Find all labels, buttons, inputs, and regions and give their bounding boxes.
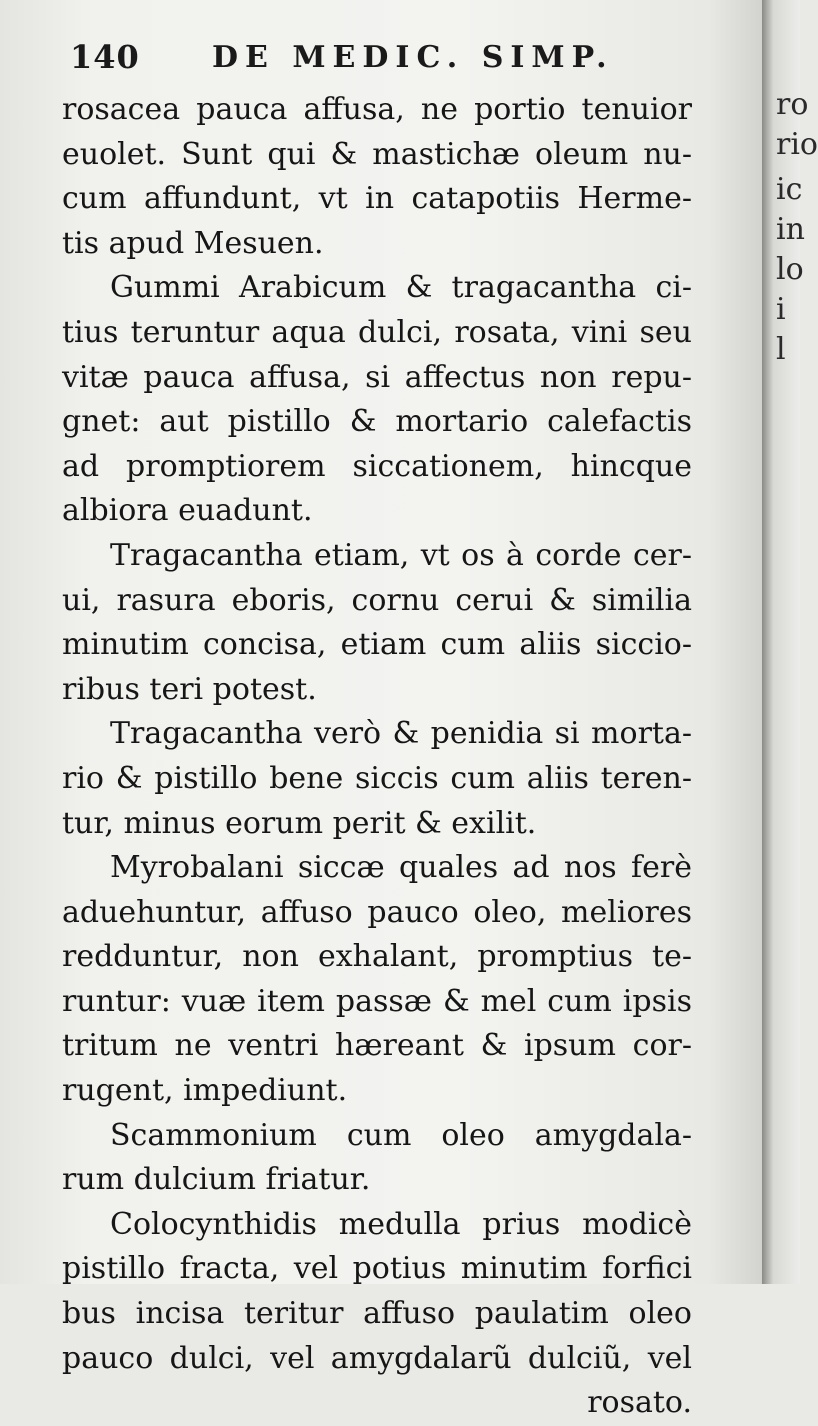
text-line: Tragacantha verò & penidia si morta- xyxy=(110,716,692,752)
text-line: albiora euadunt. xyxy=(62,493,313,529)
text-line: Colocynthidis medulla prius modicè xyxy=(110,1206,692,1242)
text-line: Tragacantha etiam, vt os à corde cer- xyxy=(110,537,692,573)
text-line: tis apud Mesuen. xyxy=(62,225,324,261)
adjacent-page-fragment: ic xyxy=(776,172,803,207)
text-line: tritum ne ventri hæreant & ipsum cor- xyxy=(62,1028,692,1064)
page-header xyxy=(70,38,690,84)
body-text xyxy=(62,88,692,1426)
page-number: 140 xyxy=(70,38,140,76)
text-line: Gummi Arabicum & tragacantha ci- xyxy=(110,270,692,306)
text-line: aduehuntur, affuso pauco oleo, meliores xyxy=(62,894,692,930)
text-line: pauco dulci, vel amygdalarũ dulciũ, vel xyxy=(62,1340,692,1376)
text-line: rosato. xyxy=(587,1385,692,1421)
text-line: cum affundunt, vt in catapotiis Herme- xyxy=(62,181,692,217)
text-line: vitæ pauca affusa, si affectus non repu- xyxy=(62,359,692,395)
adjacent-page-fragment: l xyxy=(776,332,786,367)
adjacent-page-fragment: in xyxy=(776,212,805,247)
text-line: rosacea pauca affusa, ne portio tenuior xyxy=(62,92,692,127)
text-line: Scammonium cum oleo amygdala- xyxy=(110,1117,692,1153)
text-line: redduntur, non exhalant, promptius te- xyxy=(62,939,692,975)
text-line: minutim concisa, etiam cum aliis siccio- xyxy=(62,627,692,663)
adjacent-page-edge xyxy=(762,0,818,1284)
text-line: pistillo fracta, vel potius minutim forfici xyxy=(62,1251,692,1287)
text-line: runtur: vuæ item passæ & mel cum ipsis xyxy=(62,983,692,1019)
text-line: ribus teri potest. xyxy=(62,671,317,707)
adjacent-page-fragment: lo xyxy=(776,252,804,287)
text-line: rum dulcium friatur. xyxy=(62,1162,371,1198)
text-line: ui, rasura eboris, cornu cerui & similia xyxy=(62,582,692,618)
adjacent-page-fragment: rio xyxy=(776,127,818,162)
text-line: Myrobalani siccæ quales ad nos ferè xyxy=(110,850,692,886)
text-line: ad promptiorem siccationem, hincque xyxy=(62,448,692,484)
adjacent-page-fragment: ro xyxy=(776,87,809,122)
text-line: rugent, impediunt. xyxy=(62,1073,348,1109)
text-line: euolet. Sunt qui & mastichæ oleum nu- xyxy=(62,136,692,172)
adjacent-page-fragment: i xyxy=(776,292,786,327)
text-line: rio & pistillo bene siccis cum aliis teren- xyxy=(62,760,692,796)
text-line: tius teruntur aqua dulci, rosata, vini seu xyxy=(62,314,692,350)
text-line: tur, minus eorum perit & exilit. xyxy=(62,805,537,841)
text-line: bus incisa teritur affuso paulatim oleo xyxy=(62,1296,692,1332)
text-line: gnet: aut pistillo & mortario calefactis xyxy=(62,404,692,440)
running-head: DE MEDIC. SIMP. xyxy=(212,40,614,75)
